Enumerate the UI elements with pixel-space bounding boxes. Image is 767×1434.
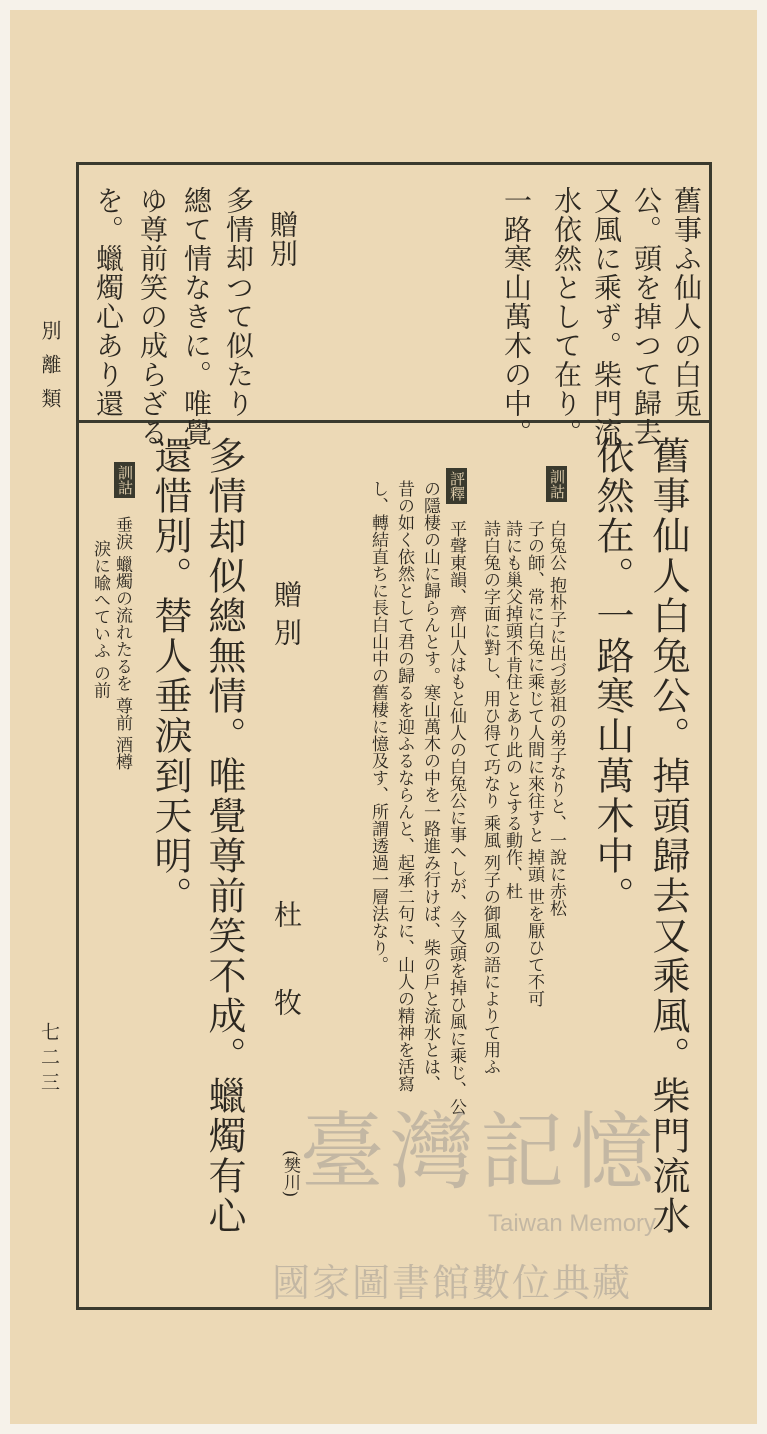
watermark-logo: 臺灣記憶: [300, 1103, 661, 1201]
notes2-line-1: 平聲東韻、齊山人はもと仙人の白兔公に事へしが、今又頭を掉ひ風に乘じ、公: [446, 520, 466, 1115]
poem1-line-1: 舊事仙人白兔公。掉頭歸去又乘風。柴門流水: [646, 436, 690, 1236]
notes2-line-4: し、轉結直ちに長白山中の舊棲に憶及す、所謂透過一層法なり。: [368, 480, 388, 973]
top-col-2: 公。頭を掉つて歸去: [630, 186, 663, 447]
notes2-line-3: 昔の如く依然として君の歸るを迎ふるならんと、起承二句に、山人の精神を活寫: [394, 480, 414, 1092]
notes2-tag: [446, 468, 467, 508]
notes2-line-2: の隱棲の山に歸らんとす。寒山萬木の中を一路進み行けば、柴の戶と流水とは、: [420, 480, 440, 1092]
top-col-6: 贈別: [266, 210, 299, 268]
notes3-line-2: 淚に喩へていふ の前: [90, 540, 110, 699]
poem2-title: 贈別: [270, 580, 303, 656]
watermark-english: Taiwan Memory: [488, 1210, 657, 1237]
top-col-7: 多情却つて似たり: [222, 186, 255, 418]
notes1-line-4: 詩白兔の字面に對し、用ひ得て巧なり 乘風 列子の御風の語によりて用ふ: [480, 520, 500, 1075]
top-col-8: 總て情なきに。唯覺: [180, 186, 213, 447]
top-col-5: 一路寒山萬木の中。: [500, 186, 533, 447]
notes3-line-1: 垂淚 蠟燭の流れたるを 尊前 酒樽: [112, 516, 132, 771]
notes2-tag-label: 評釋: [446, 468, 467, 504]
top-col-4: 水依然として在り。: [550, 186, 583, 447]
side-title: 別離類: [38, 320, 62, 422]
notes3-tag-label: 訓詁: [114, 462, 135, 498]
notes1-line-2: 子の師、常に白兔に乘じて人間に來往すと 掉頭 世を厭ひて不可: [524, 520, 544, 1007]
poem2-author-note: (樊川): [280, 1150, 300, 1198]
page-number: 七二三: [38, 1022, 60, 1097]
notes1-line-3: 詩にも巢父掉頭不肯住とあり此の とする動作、杜: [502, 520, 522, 900]
poem2-author-1: [270, 900, 302, 1076]
notes3-tag: [114, 462, 135, 502]
poem1-line-2: 依然在。一路寒山萬木中。: [590, 436, 634, 916]
notes1-tag: [546, 466, 567, 506]
notes1-line-1: 白兔公 抱朴子に出づ彭祖の弟子なりと、一說に赤松: [546, 520, 566, 917]
top-col-10: を。蠟燭心あり還: [92, 186, 125, 418]
top-col-3: 又風に乘ず。柴門流: [590, 186, 623, 447]
poem2-line-2: 還惜別。替人垂淚到天明。: [148, 436, 192, 916]
top-col-9: ゆ尊前笑の成らざる: [136, 186, 169, 447]
poem2-author: 杜牧: [270, 900, 303, 1076]
poem2-line-1: 多情却似總無情。唯覺尊前笑不成。蠟燭有心: [202, 436, 246, 1236]
watermark-library: 國家圖書館數位典藏: [272, 1261, 633, 1305]
top-col-1: 舊事ふ仙人の白兎: [670, 186, 703, 418]
notes1-tag-label: 訓詁: [546, 466, 567, 502]
